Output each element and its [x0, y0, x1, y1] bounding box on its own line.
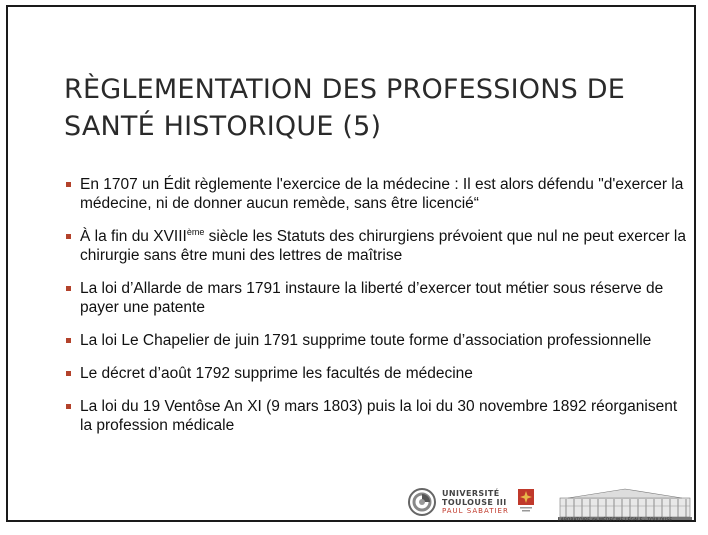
bullet-text: Le décret d’août 1792 supprime les facultés de médecine — [80, 365, 473, 382]
university-logo — [408, 485, 538, 523]
bullet-text: La loi Le Chapelier de juin 1791 supprime toute forme d’association professionnelle — [80, 332, 652, 349]
bullet-square-icon — [66, 371, 71, 376]
bullet-item — [66, 364, 686, 383]
university-line-1: UNIVERSITÉ — [442, 489, 500, 498]
bullet-list — [66, 175, 686, 449]
bullet-text: En 1707 un Édit règlemente l'exercice de la médecine : Il est alors défendu "d'exercer la médecine, ni de donner aucun remède, sans être licencié“ — [80, 176, 684, 212]
slide-title — [64, 71, 674, 145]
university-emblem-icon — [408, 488, 436, 516]
bullet-superscript: ème — [186, 227, 205, 237]
bullet-square-icon — [66, 182, 71, 187]
university-line-3: PAUL SABATIER — [442, 507, 509, 515]
logo-bar — [408, 485, 698, 525]
title-line-1: RÈGLEMENTATION DES PROFESSIONS DE — [64, 74, 625, 105]
bullet-text: La loi d’Allarde de mars 1791 instaure la liberté d’exercer tout métier sous réserve de payer une patente — [80, 280, 664, 316]
bullet-item — [66, 175, 686, 213]
bullet-text-before: À la fin du XVIII — [80, 228, 187, 245]
bullet-item — [66, 279, 686, 317]
bullet-square-icon — [66, 404, 71, 409]
bullet-item — [66, 331, 686, 350]
university-line-2: TOULOUSE III — [442, 497, 507, 507]
lab-caption: LABORATOIRE de MÉDECINE LÉGALE · TOULOUSE — [558, 518, 673, 523]
slide — [6, 5, 696, 522]
bullet-item — [66, 227, 686, 265]
bullet-item — [66, 397, 686, 435]
bullet-text: La loi du 19 Ventôse An XI (9 mars 1803) puis la loi du 30 novembre 1892 réorganisent la profession médicale — [80, 398, 678, 434]
occitan-cross-icon — [518, 489, 534, 513]
bullet-text-after: siècle les Statuts des chirurgiens prévoient que nul ne peut exercer la chirurgie sans être muni des lettres de maîtrise — [80, 228, 686, 264]
university-name — [442, 490, 509, 516]
bullet-square-icon — [66, 234, 71, 239]
bullet-square-icon — [66, 338, 71, 343]
bullet-square-icon — [66, 286, 71, 291]
title-line-2: SANTÉ HISTORIQUE (5) — [64, 111, 382, 142]
